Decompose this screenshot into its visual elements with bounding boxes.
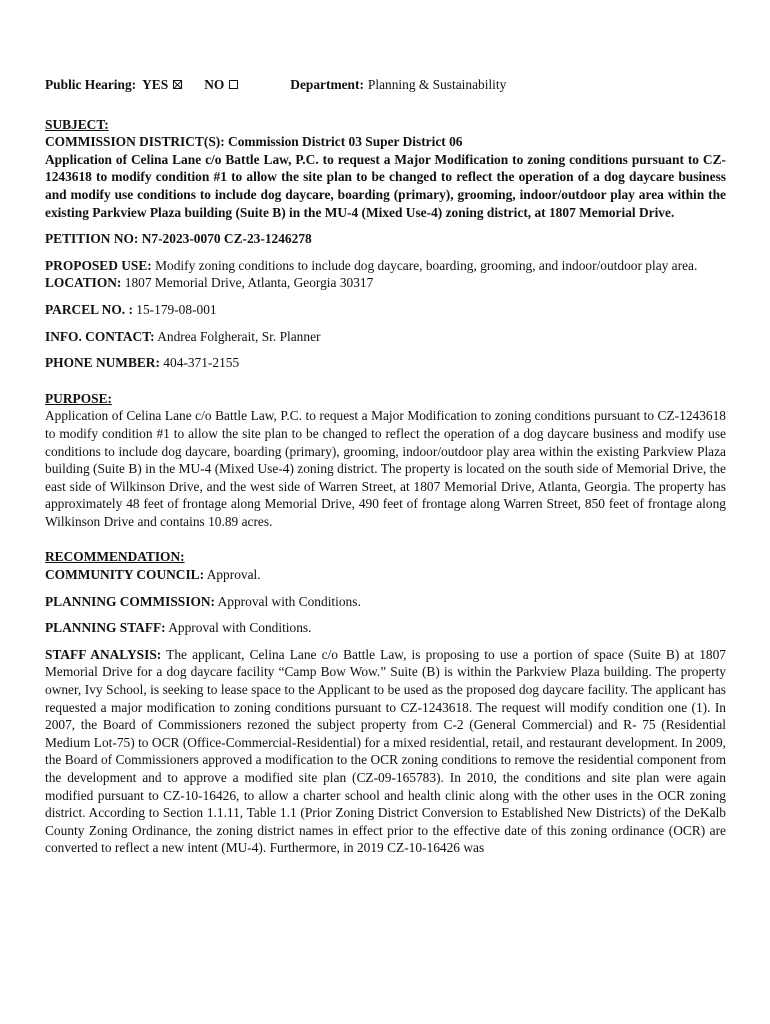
proposed-use-value: Modify zoning conditions to include dog daycare, boarding, grooming, and indoor/outdoor play area. <box>155 257 698 273</box>
community-council-value: Approval. <box>206 567 261 583</box>
recommendation-heading: RECOMMENDATION: <box>45 549 185 565</box>
location-field <box>45 274 726 292</box>
department-label: Department: <box>290 77 364 92</box>
community-council-label: COMMUNITY COUNCIL: <box>45 567 205 583</box>
contact-field <box>45 328 726 346</box>
location-value: 1807 Memorial Drive, Atlanta, Georgia 30317 <box>124 275 374 291</box>
parcel-value: 15-179-08-001 <box>136 301 217 317</box>
phone-field <box>45 354 726 372</box>
staff-analysis-label: STAFF ANALYSIS: <box>45 646 162 662</box>
subject-description: Application of Celina Lane c/o Battle Law, P.C. to request a Major Modification to zoning conditions pursuant to CZ-1243618 to modify condition #1 to allow the site plan to be changed to reflect the operation of a dog daycare business and modify use conditions to include dog daycare, boarding (primary), grooming, indoor/outdoor play area within the existing Parkview Plaza building (Suite B) in the MU-4 (Mixed Use-4) zoning district, at 1807 Memorial Drive. <box>45 151 726 220</box>
yes-label: YES <box>142 77 169 92</box>
public-hearing-label: Public Hearing: <box>45 77 137 92</box>
proposed-use-label: PROPOSED USE: <box>45 257 152 273</box>
location-label: LOCATION: <box>45 275 122 291</box>
contact-value: Andrea Folgherait, Sr. Planner <box>157 328 321 344</box>
purpose-text: Application of Celina Lane c/o Battle Law, P.C. to request a Major Modification to zoning conditions pursuant to CZ-1243618 to modify condition #1 to allow the site plan to be changed to reflect the operation of a dog daycare business and modify use conditions to include dog daycare, boarding (primary), grooming, indoor/outdoor play area within the existing Parkview Plaza building (Suite B) in the MU-4 (Mixed Use-4) zoning district. The property is located on the south side of Memorial Drive, the east side of Wilkinson Drive, and the west side of Warren Street, at 1807 Memorial Drive, Atlanta, Georgia. The property has approximately 48 feet of frontage along Memorial Drive, 490 feet of frontage along Warren Street, 850 feet of frontage along Wilkinson Drive and contains 10.89 acres. <box>45 408 726 529</box>
petition-value: N7-2023-0070 CZ-23-1246278 <box>141 231 312 247</box>
community-council-field <box>45 566 726 584</box>
petition-label: PETITION NO: <box>45 231 139 247</box>
commission-district-line: COMMISSION DISTRICT(S): Commission District 03 Super District 06 <box>45 134 463 150</box>
parcel-label: PARCEL NO. : <box>45 301 133 317</box>
planning-staff-value: Approval with Conditions. <box>168 620 312 636</box>
subject-heading: SUBJECT: <box>45 116 109 132</box>
planning-commission-value: Approval with Conditions. <box>217 593 361 609</box>
planning-commission-field <box>45 593 726 611</box>
no-checkbox[interactable] <box>229 80 238 89</box>
phone-label: PHONE NUMBER: <box>45 355 160 371</box>
yes-checkbox[interactable] <box>173 80 182 89</box>
hearing-department-row <box>45 76 726 94</box>
contact-label: INFO. CONTACT: <box>45 328 155 344</box>
planning-commission-label: PLANNING COMMISSION: <box>45 593 215 609</box>
planning-staff-field <box>45 619 726 637</box>
petition-field <box>45 230 726 248</box>
no-label: NO <box>204 77 225 92</box>
staff-analysis-text: The applicant, Celina Lane c/o Battle Law, is proposing to use a portion of space (Suite B) at 1807 Memorial Drive for a dog daycare facility “Camp Bow Wow.” Suite (B) is within the Parkview Plaza building. The property owner, Ivy School, is seeking to lease space to the Applicant to be used as the proposed dog daycare facility. The applicant has requested a major modification to zoning conditions pursuant to CZ-1243618. The request will modify condition one (1). In 2007, the Board of Commissioners rezoned the subject property from C-2 (General Commercial) and R- 75 (Residential Medium Lot-75) to OCR (Office-Commercial-Residential) for a mixed residential, retail, and restaurant development. In 2009, the Board of Commissioners approved a modification to the OCR zoning conditions to remove the residential component from the development and to approve a modified site plan (CZ-09-165783). In 2010, the conditions and site plan were again modified pursuant to CZ-10-16426, to allow a charter school and health clinic along with the other uses in the OCR zoning district. According to Section 1.1.11, Table 1.1 (Prior Zoning District Conversion to Established New Districts) of the DeKalb County Zoning Ordinance, the zoning district names in effect prior to the effective date of this zoning ordinance (OCR) are converted to reflect a new intent (MU-4). Furthermore, in 2019 CZ-10-16426 was <box>45 646 726 856</box>
purpose-heading: PURPOSE: <box>45 390 112 406</box>
planning-staff-label: PLANNING STAFF: <box>45 620 166 636</box>
phone-value: 404-371-2155 <box>163 355 240 371</box>
proposed-use-field <box>45 257 726 275</box>
department-value: Planning & Sustainability <box>367 77 507 92</box>
document-page <box>45 76 726 857</box>
parcel-field <box>45 301 726 319</box>
staff-analysis-paragraph <box>45 646 726 857</box>
